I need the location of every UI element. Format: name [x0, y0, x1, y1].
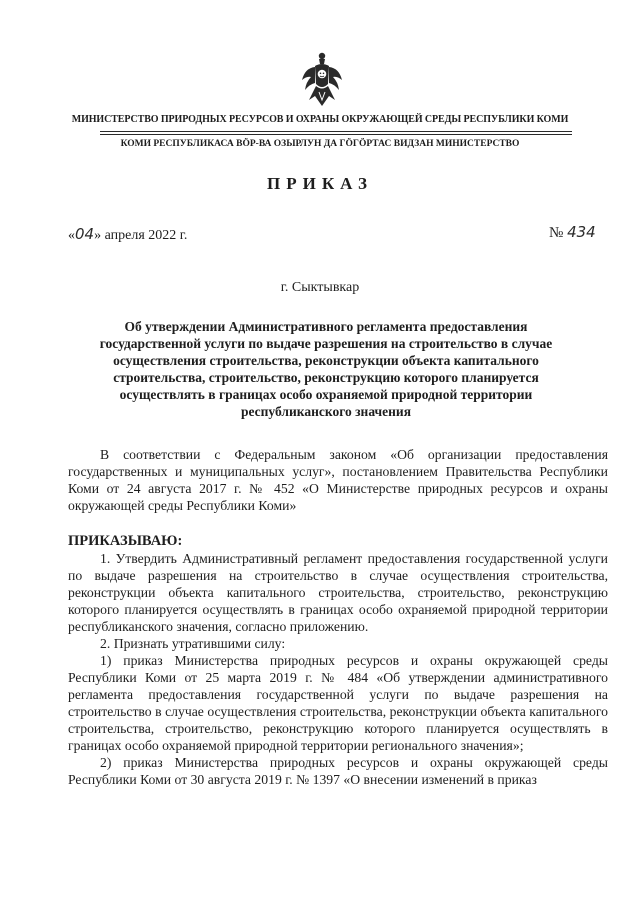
document-number: [549, 223, 596, 242]
document-title: ПРИКАЗ: [267, 174, 373, 193]
ministry-name-russian: МИНИСТЕРСТВО ПРИРОДНЫХ РЕСУРСОВ И ОХРАНЫ ОКРУЖАЮЩЕЙ СРЕДЫ РЕСПУБЛИКИ КОМИ: [71, 114, 569, 125]
number-sign: №: [549, 225, 564, 241]
order-body: [68, 550, 608, 788]
date-open-quote: «: [68, 228, 75, 243]
document-date: [68, 225, 187, 244]
order-subitem-1: 1) приказ Министерства природных ресурсов и охраны окружающей среды Республики Коми от 25 марта 2019 г. № 484 «Об утверждении административного регламента предоставления государственной услуги по выдаче разрешения на строительство в случае осуществления строительства, реконструкции объекта капитального строительства, строительство, реконструкцию которого планируется осуществлять в границах особо охраняемой природной территории регионального значения»;: [68, 653, 608, 753]
document-city: г. Сыктывкар: [280, 280, 360, 295]
document-heading: Об утверждении Административного регламента предоставления государственной услуги по выдаче разрешения на строительство в случае осуществления строительства, реконструкции объекта капитального строительства, строительство, реконструкцию которого планируется осуществлять в границах особо охраняемой природной территории республиканского значения: [99, 319, 553, 419]
order-word: ПРИКАЗЫВАЮ:: [68, 533, 183, 549]
order-item-1: 1. Утвердить Административный регламент предоставления государственной услуги по выдаче разрешения на строительство в случае осуществления строительства, реконструкции объекта капитального строительства, строительство, реконструкцию которого планируется осуществлять в границах особо охраняемой природной территории республиканского значения, согласно приложению.: [68, 551, 608, 634]
coat-of-arms-icon: [301, 50, 343, 108]
preamble-text: В соответствии с Федеральным законом «Об организации предоставления государственных и муниципальных услуг», постановлением Правительства Республики Коми от 24 августа 2017 г. № 452 «О Министерстве природных ресурсов и охраны окружающей среды Республики Коми»: [68, 447, 608, 513]
header-divider: [100, 134, 572, 135]
order-item-2: 2. Признать утратившими силу:: [100, 636, 286, 651]
header-divider: [100, 131, 572, 132]
preamble-paragraph: [68, 446, 608, 514]
ministry-name-komi: КОМИ РЕСПУБЛИКАСА ВӦР-ВА ОЗЫРЛУН ДА ГӦГӦРТАС ВИДЗАН МИНИСТЕРСТВО: [120, 139, 520, 149]
date-day-handwritten: 04: [75, 225, 95, 243]
order-subitem-2: 2) приказ Министерства природных ресурсов и охраны окружающей среды Республики Коми от 30 августа 2019 г. № 1397 «О внесении изменений в приказ: [68, 755, 608, 787]
date-month-year: » апреля 2022 г.: [94, 228, 188, 243]
number-handwritten: 434: [567, 223, 596, 241]
